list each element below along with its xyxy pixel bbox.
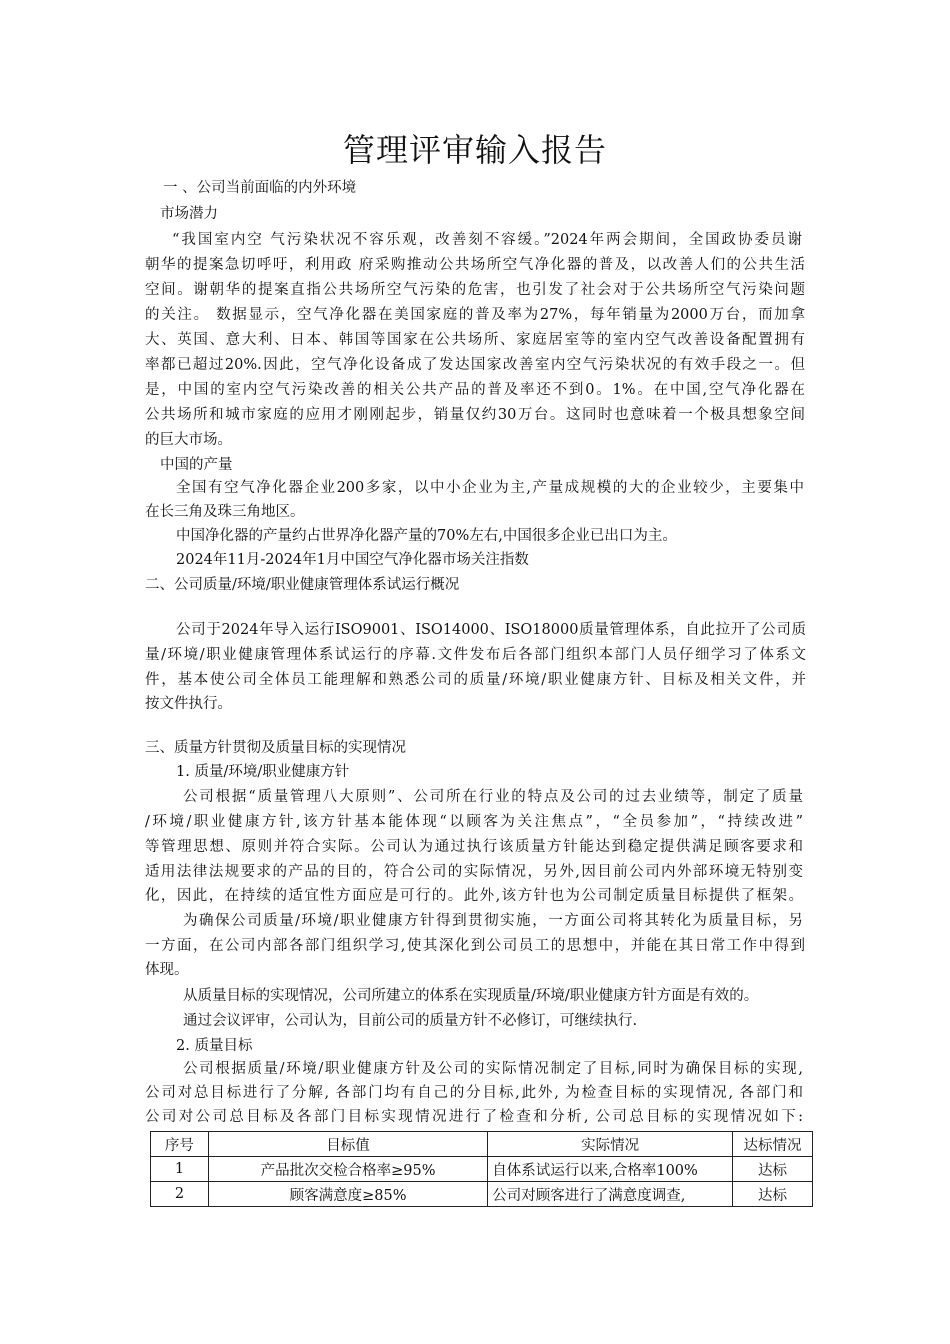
text-line: 公司于2024年导入运行ISO9001、ISO14000、ISO18000质量管理体系，自此拉开了公司质 xyxy=(176,622,806,638)
text-line: 的巨大市场。 xyxy=(145,432,232,448)
text-line: 一方面，在公司内部各部门组织学习,使其深化到公司员工的思想中，并能在其日常工作中得到 xyxy=(145,938,805,954)
text-line: 在长三角及珠三角地区。 xyxy=(145,504,305,520)
text-line: 大、英国、意大利、日本、韩国等国家在公共场所、家庭居室等的室内空气改善设备配置拥有 xyxy=(145,332,805,348)
text-line: 通过会议评审，公司认为，目前公司的质量方针不必修订，可继续执行. xyxy=(183,1013,638,1029)
table-cell: 自体系试运行以来,合格率100% xyxy=(488,1157,733,1182)
text-line: 朝华的提案急切呼吁，利用政 府采购推动公共场所空气净化器的普及，以改善人们的公共生活 xyxy=(145,257,805,273)
table-row xyxy=(151,1182,813,1207)
text-line: 化，因此，在持续的适宜性方面应是可行的。此外,该方针也为公司制定质量目标提供了框架。 xyxy=(145,888,803,904)
text-line: 公司根据质量/环境/职业健康方针及公司的实际情况制定了目标,同时为确保目标的实现, xyxy=(183,1061,803,1077)
subheading-market: 市场潜力 xyxy=(160,206,218,222)
table-cell: 达标 xyxy=(733,1182,813,1207)
subheading-policy: 1. 质量/环境/职业健康方针 xyxy=(176,764,350,780)
text-line: 率都已超过20%.因此，空气净化设备成了发达国家改善室内空气污染状况的有效手段之一。但 xyxy=(145,357,805,373)
goals-table xyxy=(150,1131,813,1207)
column-header: 目标值 xyxy=(208,1132,487,1157)
text-line: 的关注。 数据显示，空气净化器在美国家庭的普及率为27%，每年销量为2000万台，而加拿 xyxy=(145,307,805,323)
text-line: “我国室内空 气污染状况不容乐观，改善刻不容缓。”2024年两会期间，全国政协委员谢 xyxy=(172,232,802,248)
text-line: 等管理思想、原则并符合实际。公司认为通过执行该质量方针能达到稳定提供满足顾客要求和 xyxy=(145,839,803,855)
text-line: 为确保公司质量/环境/职业健康方针得到贯彻实施，一方面公司将其转化为质量目标，另 xyxy=(183,913,803,929)
text-line: 按文件执行。 xyxy=(145,696,232,712)
text-line: 中国净化器的产量约占世界净化器产量的70%左右,中国很多企业已出口为主。 xyxy=(176,528,677,544)
subheading-production: 中国的产量 xyxy=(160,457,233,473)
table-cell: 2 xyxy=(151,1182,209,1207)
text-line: 公司对公司总目标及各部门目标实现情况进行了检查和分析, 公司总目标的实现情况如下: xyxy=(145,1109,803,1125)
table-row xyxy=(151,1157,813,1182)
text-line: 2024年11月-2024年1月中国空气净化器市场关注指数 xyxy=(176,552,529,568)
page-title: 管理评审输入报告 xyxy=(342,131,607,169)
text-line: 空间。谢朝华的提案直指公共场所空气污染的危害，也引发了社会对于公共场所空气污染问题 xyxy=(145,282,805,298)
text-line: 公司对总目标进行了分解, 各部门均有自己的分目标,此外, 为检查目标的实现情况, 各部门和 xyxy=(145,1085,803,1101)
text-line: 量/环境/职业健康管理体系试运行的序幕.文件发布后各部门组织本部门人员仔细学习了体系文 xyxy=(145,647,806,663)
subheading-goals: 2. 质量目标 xyxy=(176,1038,253,1054)
text-line: 公司根据“质量管理八大原则”、公司所在行业的特点及公司的过去业绩等，制定了质量 xyxy=(183,789,803,805)
section-2-heading: 二、公司质量/环境/职业健康管理体系试运行概况 xyxy=(145,577,460,593)
column-header: 达标情况 xyxy=(733,1132,813,1157)
text-line: 从质量目标的实现情况，公司所建立的体系在实现质量/环境/职业健康方针方面是有效的。 xyxy=(183,988,759,1004)
table-cell: 1 xyxy=(151,1157,209,1182)
column-header: 序号 xyxy=(151,1132,209,1157)
text-line: 体现。 xyxy=(145,962,189,978)
text-line: 是，中国的室内空气污染改善的相关公共产品的普及率还不到0。1%。在中国,空气净化器在 xyxy=(145,382,805,398)
section-1-heading: 一 、公司当前面临的内外环境 xyxy=(163,180,357,196)
table-cell: 顾客满意度≥85% xyxy=(208,1182,487,1207)
section-3-heading: 三、质量方针贯彻及质量目标的实现情况 xyxy=(145,740,406,756)
text-line: 全国有空气净化器企业200多家，以中小企业为主,产量成规模的大的企业较少，主要集中 xyxy=(176,480,804,496)
text-line: 适用法律法规要求的产品的目的，符合公司的实际情况，另外,因目前公司内外部环境无特别变 xyxy=(145,864,803,880)
table-cell: 公司对顾客进行了满意度调查, xyxy=(488,1182,733,1207)
table-header-row xyxy=(151,1132,813,1157)
text-line: 件，基本使公司全体员工能理解和熟悉公司的质量/环境/职业健康方针、目标及相关文件，并 xyxy=(145,672,806,688)
table-cell: 达标 xyxy=(733,1157,813,1182)
table-cell: 产品批次交检合格率≥95% xyxy=(208,1157,487,1182)
text-line: 公共场所和城市家庭的应用才刚刚起步，销量仅约30万台。这同时也意味着一个极具想象空间 xyxy=(145,407,805,423)
text-line: /环境/职业健康方针,该方针基本能体现“以顾客为关注焦点”，“全员参加”，“持续改进” xyxy=(145,814,803,830)
column-header: 实际情况 xyxy=(488,1132,733,1157)
